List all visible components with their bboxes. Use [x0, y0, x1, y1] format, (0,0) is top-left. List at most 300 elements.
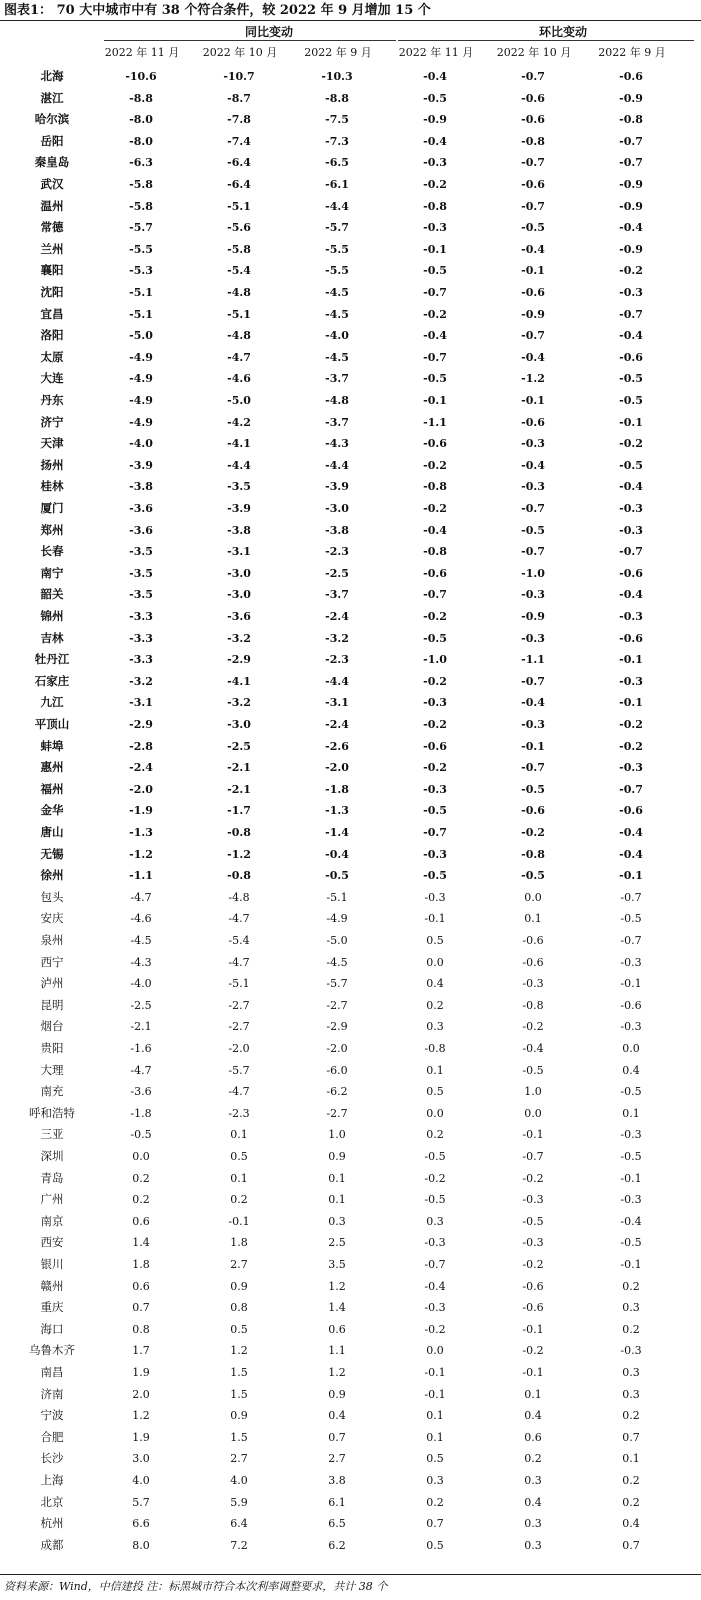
table-cell: -5.8: [227, 242, 251, 256]
table-cell: -5.1: [326, 890, 348, 904]
city-name: 吉林: [40, 630, 64, 645]
table-cell: -1.1: [129, 869, 153, 883]
table-cell: 0.1: [426, 1430, 444, 1444]
table-cell: -1.2: [129, 847, 153, 861]
table-cell: -0.1: [521, 739, 545, 753]
table-cell: -4.2: [227, 415, 251, 429]
table-cell: 0.5: [230, 1150, 248, 1163]
table-cell: 0.2: [426, 1128, 444, 1142]
city-name: 蚌埠: [40, 738, 64, 753]
table-cell: -0.6: [619, 804, 643, 818]
city-name: 深圳: [40, 1149, 64, 1163]
table-cell: -0.5: [522, 1063, 544, 1077]
table-cell: 0.1: [524, 1387, 542, 1401]
table-cell: -4.9: [326, 912, 348, 926]
table-cell: -0.6: [521, 804, 545, 818]
table-cell: -0.1: [619, 869, 643, 883]
table-cell: -4.8: [325, 394, 349, 407]
table-cell: -0.6: [619, 350, 643, 364]
table-cell: 5.7: [132, 1495, 150, 1509]
table-cell: 0.9: [230, 1279, 248, 1293]
table-cell: -0.7: [521, 199, 545, 213]
table-cell: 0.1: [328, 1193, 346, 1207]
table-cell: -1.6: [130, 1042, 152, 1055]
table-cell: -4.5: [325, 286, 349, 299]
table-cell: 0.6: [328, 1322, 346, 1336]
city-name: 唐山: [40, 825, 64, 839]
table-cell: -3.0: [227, 566, 251, 580]
table-cell: -0.4: [619, 221, 643, 235]
table-cell: 6.4: [230, 1517, 248, 1531]
table-cell: -1.8: [130, 1106, 152, 1120]
table-cell: 0.1: [426, 1063, 444, 1077]
table-cell: -0.3: [423, 782, 447, 796]
city-name: 郑州: [40, 522, 64, 537]
table-cell: -0.9: [619, 178, 643, 191]
table-cell: 0.4: [524, 1409, 542, 1423]
table-cell: -0.7: [521, 70, 545, 83]
table-cell: -0.9: [619, 91, 643, 105]
table-cell: -0.2: [423, 610, 447, 623]
table-cell: -0.7: [619, 156, 643, 170]
table-cell: 0.3: [524, 1517, 542, 1531]
table-cell: -0.7: [619, 782, 643, 796]
table-cell: -0.2: [423, 761, 447, 775]
table-cell: 0.9: [328, 1150, 346, 1163]
table-cell: -0.5: [423, 804, 447, 818]
table-cell: -0.1: [423, 394, 447, 407]
table-cell: -0.1: [620, 1171, 642, 1185]
table-cell: -0.3: [423, 221, 447, 235]
table-cell: -0.4: [521, 696, 545, 710]
table-cell: 0.2: [622, 1409, 640, 1423]
table-cell: -0.3: [620, 955, 642, 969]
table-cell: -1.0: [423, 653, 447, 667]
table-cell: -4.6: [130, 912, 152, 926]
city-name: 南京: [40, 1213, 64, 1228]
table-cell: -4.5: [325, 350, 349, 364]
table-cell: 0.2: [622, 1474, 640, 1487]
table-cell: 1.8: [230, 1236, 248, 1250]
table-cell: -0.3: [619, 502, 643, 515]
table-cell: -0.7: [521, 329, 545, 343]
table-cell: -0.6: [522, 955, 544, 969]
table-cell: -4.9: [129, 394, 153, 407]
city-name: 桂林: [40, 479, 64, 494]
table-cell: -0.8: [521, 134, 545, 148]
table-cell: -0.6: [521, 113, 545, 127]
city-name: 宜昌: [40, 306, 64, 321]
table-cell: -3.5: [227, 480, 251, 494]
city-name: 济宁: [40, 414, 64, 429]
table-cell: -4.5: [325, 307, 349, 321]
table-cell: -0.6: [521, 415, 545, 429]
table-cell: 0.3: [622, 1366, 640, 1379]
table-cell: 0.4: [328, 1409, 346, 1423]
table-cell: -0.6: [522, 934, 544, 947]
table-cell: 1.2: [132, 1409, 150, 1423]
table-cell: -6.4: [227, 178, 251, 191]
table-cell: -0.6: [619, 566, 643, 580]
table-cell: -0.1: [521, 264, 545, 278]
table-cell: -0.1: [423, 242, 447, 256]
table-cell: -4.1: [227, 437, 251, 451]
city-name: 金华: [40, 803, 64, 818]
table-cell: -6.3: [129, 156, 153, 170]
table-cell: -0.3: [521, 588, 545, 602]
table-cell: -0.5: [325, 869, 349, 883]
city-name: 南宁: [40, 565, 64, 580]
table-cell: -0.6: [619, 70, 643, 83]
table-cell: -4.8: [227, 329, 251, 343]
table-cell: 0.1: [328, 1171, 346, 1185]
table-cell: 1.5: [230, 1387, 248, 1401]
table-cell: -0.3: [424, 890, 446, 904]
city-name: 福州: [40, 781, 64, 796]
table-cell: -0.3: [521, 437, 545, 451]
city-name: 平顶山: [34, 717, 70, 731]
table-cell: -2.3: [228, 1106, 250, 1120]
table-cell: -8.8: [325, 91, 349, 105]
table-cell: -3.7: [325, 415, 349, 429]
table-cell: -4.3: [130, 955, 152, 969]
table-cell: -0.2: [522, 1258, 544, 1271]
city-name: 温州: [40, 198, 64, 213]
city-name: 天津: [40, 436, 64, 451]
table-cell: -4.0: [325, 329, 349, 343]
table-cell: -0.1: [620, 1258, 642, 1271]
table-cell: 0.8: [132, 1322, 150, 1336]
table-cell: 0.4: [426, 977, 444, 991]
table-cell: -0.5: [619, 394, 643, 407]
table-cell: -0.5: [619, 372, 643, 386]
table-cell: -0.3: [522, 1236, 544, 1250]
table-cell: 1.2: [328, 1279, 346, 1293]
table-cell: -4.7: [228, 912, 250, 926]
table-cell: -0.2: [619, 718, 643, 731]
table-cell: 0.7: [328, 1430, 346, 1444]
table-cell: -0.8: [423, 199, 447, 213]
table-cell: -1.9: [129, 804, 153, 818]
table-cell: -4.9: [129, 415, 153, 429]
table-cell: -4.7: [228, 955, 250, 969]
table-cell: 0.2: [426, 1495, 444, 1509]
table-cell: -0.7: [423, 588, 447, 602]
table-cell: 6.2: [328, 1538, 346, 1552]
city-name: 丹东: [40, 393, 64, 407]
table-cell: 0.7: [132, 1301, 150, 1315]
table-cell: -0.9: [521, 610, 545, 623]
table-cell: -0.3: [424, 1301, 446, 1315]
table-cell: -0.5: [423, 631, 447, 645]
table-cell: 0.6: [132, 1279, 150, 1293]
table-cell: -5.4: [227, 264, 251, 278]
table-cell: -8.8: [129, 91, 153, 105]
table-cell: -2.9: [227, 653, 251, 667]
table-cell: 0.7: [426, 1517, 444, 1531]
table-cell: -0.3: [619, 674, 643, 688]
table-cell: 0.2: [622, 1279, 640, 1293]
table-cell: 0.0: [132, 1150, 150, 1163]
table-cell: -0.8: [619, 113, 643, 127]
table-cell: 3.8: [328, 1474, 346, 1487]
table-cell: -0.6: [423, 739, 447, 753]
table-cell: 0.5: [426, 934, 444, 947]
table-cell: -0.1: [522, 1322, 544, 1336]
table-cell: 1.5: [230, 1366, 248, 1379]
table-cell: -0.3: [423, 847, 447, 861]
table-cell: -0.9: [619, 242, 643, 256]
table-cell: -0.3: [619, 610, 643, 623]
table-cell: 6.5: [328, 1517, 346, 1531]
city-name: 呼和浩特: [29, 1105, 75, 1120]
table-cell: -3.7: [325, 588, 349, 602]
table-cell: -3.3: [129, 631, 153, 645]
table-cell: -0.7: [521, 674, 545, 688]
table-cell: 0.4: [622, 1063, 640, 1077]
table-cell: -6.2: [326, 1085, 348, 1099]
table-cell: -0.3: [619, 286, 643, 299]
table-cell: -0.5: [423, 372, 447, 386]
table-cell: -0.1: [620, 977, 642, 991]
city-name: 成都: [40, 1537, 64, 1552]
table-cell: 0.1: [622, 1106, 640, 1120]
table-cell: -3.2: [325, 631, 349, 645]
city-name: 石家庄: [34, 673, 70, 688]
table-cell: -0.7: [423, 350, 447, 364]
table-cell: -3.8: [227, 523, 251, 537]
table-cell: -0.1: [424, 1387, 446, 1401]
table-cell: 1.1: [328, 1344, 346, 1358]
table-cell: -3.0: [227, 588, 251, 602]
table-cell: -0.5: [620, 1150, 642, 1163]
table-cell: -5.1: [227, 307, 251, 321]
table-cell: -0.7: [620, 890, 642, 904]
table-cell: -5.7: [325, 221, 349, 235]
table-cell: -2.4: [325, 610, 349, 623]
table-cell: 0.8: [230, 1301, 248, 1315]
city-name: 哈尔滨: [34, 112, 70, 127]
table-cell: -5.0: [326, 934, 348, 947]
table-cell: -0.4: [619, 847, 643, 861]
table-cell: -5.1: [228, 977, 250, 991]
col-header-yoy-nov: 2022 年 11 月: [104, 46, 180, 59]
table-cell: 0.3: [622, 1301, 640, 1315]
table-cell: -0.7: [619, 134, 643, 148]
city-name: 三亚: [40, 1127, 64, 1142]
city-name: 泸州: [40, 976, 64, 991]
city-name: 韶关: [40, 587, 64, 602]
col-header-mom-nov: 2022 年 11 月: [398, 46, 474, 59]
table-cell: 0.1: [524, 912, 542, 926]
table-cell: 0.0: [426, 1344, 444, 1358]
table-cell: -0.5: [423, 91, 447, 105]
table-cell: -0.5: [619, 458, 643, 472]
table-cell: -5.4: [228, 934, 250, 947]
table-cell: -3.2: [129, 674, 153, 688]
table-cell: -0.6: [619, 631, 643, 645]
table-cell: 0.9: [328, 1387, 346, 1401]
table-cell: -0.5: [130, 1128, 152, 1142]
table-cell: -2.5: [130, 998, 152, 1012]
table-cell: -3.6: [227, 610, 251, 623]
table-cell: -0.2: [424, 1322, 446, 1336]
table-cell: -8.0: [129, 113, 153, 127]
table-cell: -4.4: [325, 199, 349, 213]
table-cell: 0.5: [426, 1538, 444, 1552]
table-cell: -0.4: [619, 329, 643, 343]
table-cell: -0.3: [620, 1344, 642, 1358]
table-cell: -0.8: [423, 545, 447, 559]
table-cell: 0.1: [230, 1171, 248, 1185]
table-cell: 0.1: [230, 1128, 248, 1142]
table-cell: -2.0: [326, 1042, 348, 1055]
table-cell: 0.3: [426, 1214, 444, 1228]
table-cell: -3.0: [227, 718, 251, 731]
table-cell: -2.7: [228, 998, 250, 1012]
table-cell: -2.4: [325, 718, 349, 731]
table-cell: -5.7: [326, 977, 348, 991]
table-cell: 0.1: [622, 1452, 640, 1466]
table-cell: 1.0: [328, 1128, 346, 1142]
table-cell: 0.3: [426, 1020, 444, 1034]
table-cell: -5.6: [227, 221, 251, 235]
city-name: 长春: [40, 544, 64, 559]
table-cell: -2.1: [227, 761, 251, 775]
table-cell: -7.4: [227, 134, 251, 148]
table-cell: -3.9: [129, 458, 153, 472]
top-rule: [0, 20, 701, 21]
table-cell: -2.7: [326, 1106, 348, 1120]
table-cell: 0.0: [426, 955, 444, 969]
table-cell: -4.8: [227, 286, 251, 299]
table-cell: 1.9: [132, 1366, 150, 1379]
table-cell: -0.6: [521, 178, 545, 191]
city-name: 洛阳: [40, 328, 64, 343]
table-cell: -0.6: [522, 1279, 544, 1293]
table-cell: -0.3: [424, 1236, 446, 1250]
city-name: 昆明: [40, 997, 64, 1012]
table-cell: -0.7: [521, 761, 545, 775]
table-cell: -0.1: [619, 653, 643, 667]
city-name: 贵阳: [40, 1041, 64, 1055]
table-cell: -0.7: [521, 156, 545, 170]
table-cell: -5.8: [129, 178, 153, 191]
city-name: 海口: [40, 1321, 64, 1336]
table-cell: -4.0: [129, 437, 153, 451]
table-cell: -0.5: [424, 1193, 446, 1207]
table-cell: -0.2: [619, 437, 643, 451]
city-name: 广州: [40, 1192, 64, 1207]
table-cell: -5.3: [129, 264, 153, 278]
table-cell: -0.4: [423, 70, 447, 83]
city-name: 西安: [40, 1235, 64, 1250]
city-name: 宁波: [40, 1408, 64, 1423]
city-name: 南昌: [40, 1365, 64, 1379]
table-cell: -4.4: [325, 458, 349, 472]
table-cell: -0.4: [423, 329, 447, 343]
table-cell: -2.0: [325, 761, 349, 775]
city-name: 扬州: [40, 457, 64, 472]
source-note: 资料来源：Wind，中信建投 注：标黑城市符合本次利率调整要求，共计 38 个: [4, 1580, 388, 1593]
table-cell: -1.2: [227, 847, 251, 861]
table-cell: 0.2: [230, 1193, 248, 1207]
table-cell: -3.9: [325, 480, 349, 494]
table-cell: -5.7: [129, 221, 153, 235]
table-cell: -0.2: [423, 718, 447, 731]
table-cell: -0.5: [620, 1236, 642, 1250]
table-cell: -0.6: [620, 998, 642, 1012]
table-cell: -0.6: [521, 91, 545, 105]
table-cell: -3.9: [227, 502, 251, 515]
table-cell: -0.8: [521, 847, 545, 861]
table-cell: -0.1: [424, 912, 446, 926]
city-name: 沈阳: [40, 285, 64, 299]
table-cell: 0.2: [622, 1322, 640, 1336]
table-cell: -0.3: [619, 523, 643, 537]
table-cell: -0.1: [521, 394, 545, 407]
city-name: 重庆: [40, 1300, 64, 1315]
table-cell: -0.3: [522, 977, 544, 991]
col-header-mom-sep: 2022 年 9 月: [598, 46, 666, 59]
table-cell: 1.2: [230, 1344, 248, 1358]
table-cell: 0.9: [230, 1409, 248, 1423]
table-cell: -6.4: [227, 156, 251, 170]
table-cell: -5.1: [129, 307, 153, 321]
table-cell: -5.5: [129, 242, 153, 256]
table-cell: -1.1: [521, 653, 545, 667]
table-cell: 0.4: [524, 1495, 542, 1509]
table-cell: -1.3: [325, 804, 349, 818]
city-name: 济南: [40, 1386, 64, 1401]
table-cell: 1.7: [132, 1344, 150, 1358]
table-cell: -2.8: [129, 739, 153, 753]
table-cell: 0.6: [132, 1214, 150, 1228]
table-cell: -0.8: [227, 869, 251, 883]
table-cell: -4.0: [130, 977, 152, 991]
table-cell: -4.7: [227, 350, 251, 364]
col-header-yoy-oct: 2022 年 10 月: [202, 46, 278, 59]
table-cell: -1.0: [521, 566, 545, 580]
table-cell: -0.3: [521, 718, 545, 731]
table-cell: -2.9: [326, 1020, 348, 1034]
table-cell: -0.4: [423, 134, 447, 148]
city-name: 太原: [40, 349, 64, 364]
table-cell: -0.7: [620, 934, 642, 947]
city-name: 无锡: [40, 846, 64, 861]
city-name: 长沙: [40, 1451, 64, 1466]
table-cell: -0.5: [521, 221, 545, 235]
table-cell: -0.2: [522, 1020, 544, 1034]
table-cell: -4.4: [227, 458, 251, 472]
table-cell: -0.3: [620, 1193, 642, 1207]
city-name: 兰州: [40, 241, 64, 256]
table-cell: -1.7: [227, 804, 251, 818]
city-name: 岳阳: [40, 133, 64, 148]
table-cell: -0.3: [619, 761, 643, 775]
table-cell: -3.1: [325, 696, 349, 710]
table-cell: 1.5: [230, 1430, 248, 1444]
table-cell: 0.3: [524, 1538, 542, 1552]
table-cell: -10.7: [223, 70, 255, 83]
city-name: 襄阳: [40, 263, 64, 278]
group-underline-mom: [398, 40, 694, 41]
city-name: 包头: [40, 889, 64, 904]
table-cell: 0.6: [524, 1430, 542, 1444]
table-cell: -1.1: [423, 415, 447, 429]
table-cell: -0.2: [423, 674, 447, 688]
table-cell: -0.2: [423, 458, 447, 472]
